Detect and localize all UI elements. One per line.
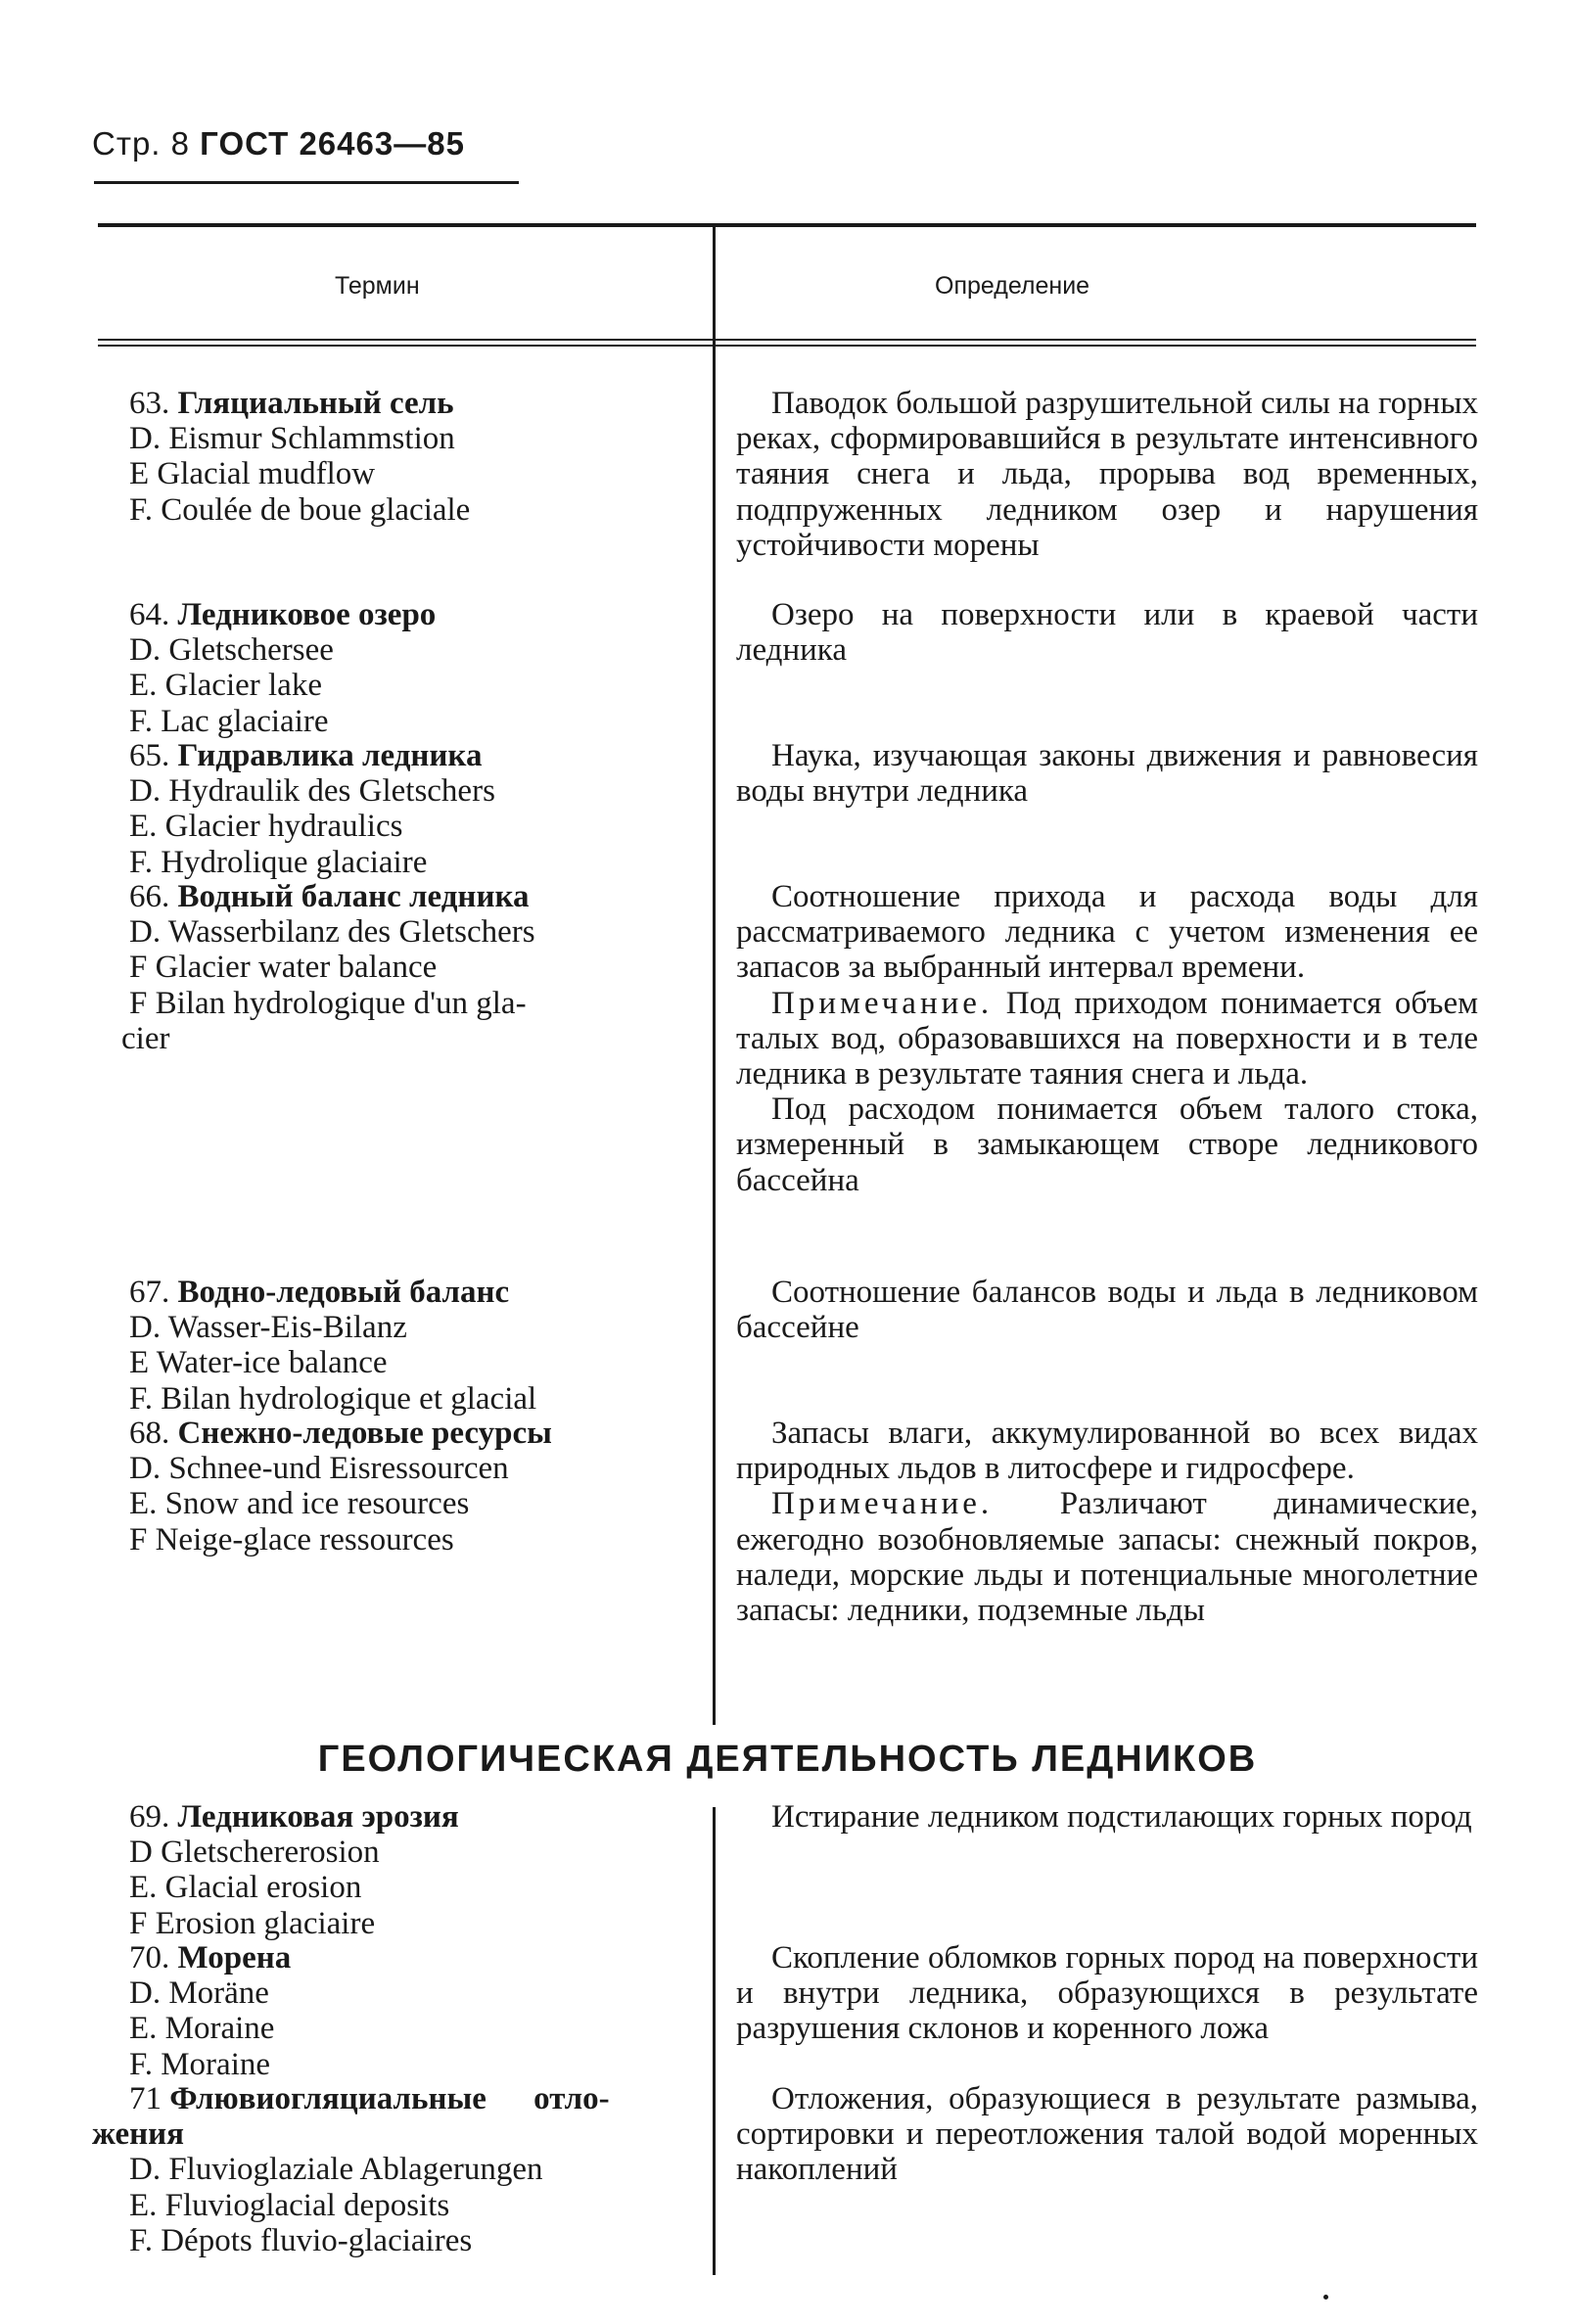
term-name-continued: жения — [92, 2116, 185, 2153]
term-fr: F. Moraine — [129, 2046, 271, 2082]
term-number: 68. — [129, 1416, 170, 1451]
term-number: 63. — [129, 386, 170, 421]
term-en: E. Glacial erosion — [129, 1870, 362, 1906]
term-entry-68 — [129, 1416, 552, 1557]
term-fr: F. Dépots fluvio-glaciaires — [129, 2222, 473, 2258]
term-fr: F Bilan hydrologique d'un gla- — [129, 985, 527, 1021]
definition-text: Озеро на поверхности или в краевой части ледника — [736, 597, 1478, 669]
term-name: Морена — [177, 1940, 292, 1975]
term-name: Гидравлика ледника — [177, 738, 483, 773]
term-de: D. Moräne — [129, 1975, 269, 2012]
term-name: Гляциальный сель — [177, 386, 454, 421]
term-de: D. Wasserbilanz des Gletschers — [129, 914, 535, 951]
definition-text: Паводок большой разрушительной силы на горных реках, сформировавшийся в результате интенсивного таяния снега и льда, прорыва вод временных, подпруженных ледником озер и нарушения устойчивости морены — [736, 386, 1478, 563]
column-header-term: Термин — [335, 272, 420, 300]
term-en: E. Glacier hydraulics — [129, 809, 403, 845]
term-fr: F. Lac glaciaire — [129, 703, 329, 739]
standard-number: ГОСТ 26463—85 — [200, 125, 465, 162]
section-title: ГЕОЛОГИЧЕСКАЯ ДЕЯТЕЛЬНОСТЬ ЛЕДНИКОВ — [317, 1739, 1258, 1780]
definition-69 — [736, 1799, 1478, 1835]
term-name: Водно-ледовый баланс — [177, 1275, 510, 1310]
note-label: Примечание. — [771, 1486, 994, 1522]
term-entry-69 — [129, 1799, 459, 1941]
term-en: E. Snow and ice resources — [129, 1486, 470, 1522]
term-fr: F. Hydrolique glaciaire — [129, 844, 428, 880]
definition-65 — [736, 738, 1478, 809]
table-header-rule — [98, 339, 1476, 341]
term-en: F Glacier water balance — [129, 950, 438, 986]
definition-text: Соотношение прихода и расхода воды для рассматриваемого ледника с учетом изменения ее запасов за выбранный интервал времени. — [736, 879, 1478, 986]
term-entry-65 — [129, 738, 495, 880]
term-fr: F Neige-glace ressources — [129, 1521, 454, 1557]
term-entry-63 — [129, 386, 470, 528]
term-de: D. Eismur Schlammstion — [129, 421, 455, 457]
term-name: Водный баланс ледника — [177, 879, 530, 914]
term-de: D Gletschererosion — [129, 1835, 380, 1871]
definition-text: Соотношение балансов воды и льда в ледниковом бассейне — [736, 1275, 1478, 1346]
term-de: D. Hydraulik des Gletschers — [129, 773, 495, 810]
header-underline — [94, 181, 519, 184]
term-name: Снежно-ледовые ресурсы — [177, 1416, 552, 1451]
term-number: 67. — [129, 1275, 170, 1310]
term-fr-continued: cier — [121, 1020, 170, 1056]
note-text: Различают динамические, ежегодно возобновляемые запасы: снежный покров, наледи, морские льды и потенциальные многолетние запасы: ледники, подземные льды — [736, 1486, 1479, 1629]
term-en: E. Glacier lake — [129, 668, 322, 704]
term-en: E. Moraine — [129, 2011, 275, 2047]
column-header-definition: Определение — [935, 272, 1090, 300]
term-number: 69. — [129, 1799, 170, 1835]
term-fr: F. Coulée de boue glaciale — [129, 491, 471, 528]
term-entry-66 — [121, 879, 535, 1056]
term-number: 66. — [129, 879, 170, 914]
definition-71 — [736, 2081, 1478, 2188]
term-number: 70. — [129, 1940, 170, 1975]
term-entry-67 — [129, 1275, 536, 1417]
definition-text: Отложения, образующиеся в результате размыва, сортировки и переотложения талой водой моренных накоплений — [736, 2081, 1478, 2188]
term-fr: F Erosion glaciaire — [129, 1905, 376, 1941]
note-text: Под приходом понимается объем талых вод, образовавшихся на поверхности и в теле ледника в результате таяния снега и льда. — [736, 985, 1478, 1092]
term-de: D. Schnee-und Eisressourcen — [129, 1451, 509, 1487]
definition-64 — [736, 597, 1478, 668]
definition-70 — [736, 1940, 1478, 2047]
term-entry-64 — [129, 597, 436, 739]
note-label: Примечание. — [771, 985, 994, 1021]
term-en: E Glacial mudflow — [129, 456, 376, 492]
term-en: E Water-ice balance — [129, 1345, 388, 1381]
definition-66 — [736, 879, 1478, 1198]
term-en: E. Fluvioglacial deposits — [129, 2187, 450, 2223]
term-entry-71 — [92, 2081, 610, 2258]
term-number: 71 — [129, 2081, 162, 2116]
page-label: Стр. 8 — [92, 125, 190, 162]
column-divider — [713, 1807, 716, 2275]
term-number: 65. — [129, 738, 170, 773]
term-number: 64. — [129, 597, 170, 632]
definition-text: Наука, изучающая законы движения и равновесия воды внутри ледника — [736, 738, 1478, 810]
term-name: Флювиогляциальные отло- — [169, 2081, 610, 2116]
term-de: D. Wasser-Eis-Bilanz — [129, 1310, 407, 1346]
definition-63 — [736, 386, 1478, 563]
term-de: D. Gletschersee — [129, 632, 334, 669]
term-entry-70 — [129, 1940, 291, 2082]
definition-68 — [736, 1416, 1478, 1628]
term-de: D. Fluvioglaziale Ablagerungen — [129, 2152, 543, 2188]
term-name: Ледниковая эрозия — [177, 1799, 459, 1835]
table-header-rule-double — [98, 345, 1476, 347]
definition-text: Истирание ледником подстилающих горных пород — [771, 1799, 1472, 1835]
definition-text: Скопление обломков горных пород на поверхности и внутри ледника, образующихся в результате разрушения склонов и коренного ложа — [736, 1940, 1478, 2047]
term-fr: F. Bilan hydrologique et glacial — [129, 1380, 537, 1417]
definition-67 — [736, 1275, 1478, 1345]
stray-mark — [1323, 2295, 1328, 2300]
term-name: Ледниковое озеро — [177, 597, 437, 632]
note-text-2: Под расходом понимается объем талого стока, измеренный в замыкающем створе ледникового бассейна — [736, 1092, 1478, 1198]
definition-text: Запасы влаги, аккумулированной во всех видах природных льдов в литосфере и гидросфере. — [736, 1416, 1478, 1487]
column-divider — [713, 227, 716, 1725]
table-top-rule — [98, 223, 1476, 227]
page-header — [92, 125, 465, 163]
